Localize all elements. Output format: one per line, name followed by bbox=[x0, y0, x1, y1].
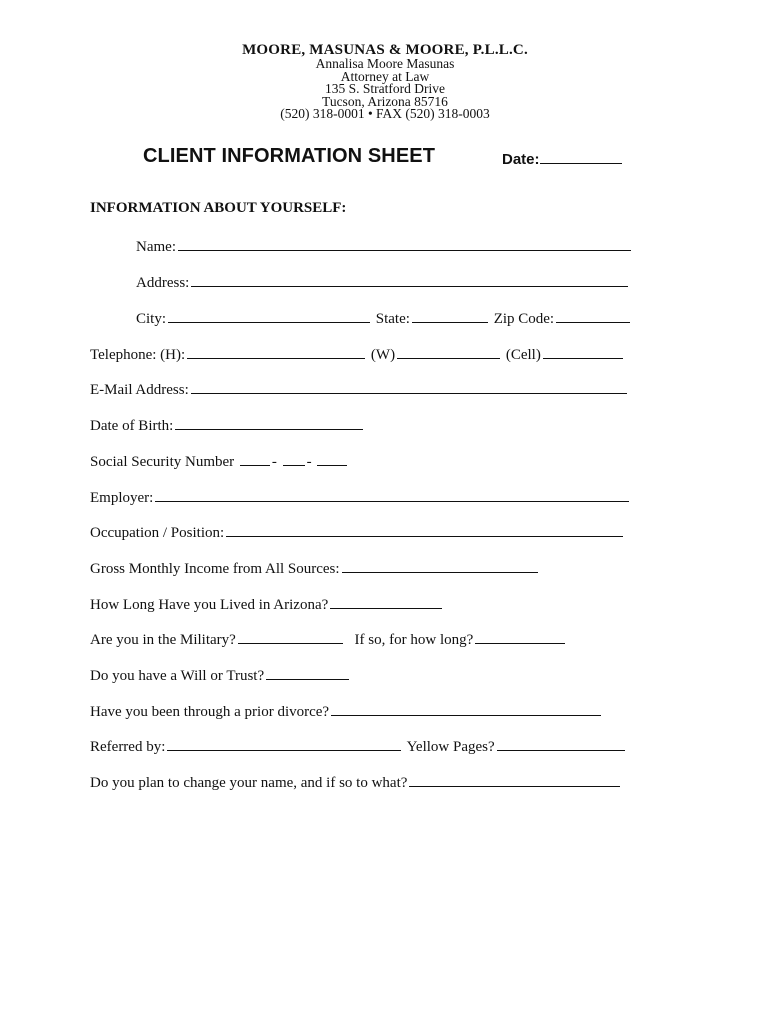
zip-blank[interactable] bbox=[556, 308, 630, 323]
email-blank[interactable] bbox=[191, 379, 627, 394]
ssn-blank-1[interactable] bbox=[240, 451, 270, 466]
military-label: Are you in the Military? bbox=[90, 632, 236, 648]
ssn-separator-1: - bbox=[271, 454, 277, 470]
occupation-blank[interactable] bbox=[226, 522, 623, 537]
employer-field[interactable] bbox=[90, 487, 631, 507]
telephone-work-blank[interactable] bbox=[397, 344, 500, 359]
address-label: Address: bbox=[136, 275, 190, 291]
attorney-name: Annalisa Moore Masunas bbox=[315, 56, 455, 71]
military-row[interactable] bbox=[90, 629, 567, 649]
name-change-field[interactable] bbox=[90, 772, 622, 792]
yellow-pages-blank[interactable] bbox=[497, 736, 625, 751]
state-blank[interactable] bbox=[412, 308, 488, 323]
ssn-label: Social Security Number bbox=[90, 454, 235, 470]
name-blank[interactable] bbox=[178, 236, 631, 251]
employer-label: Employer: bbox=[90, 490, 154, 506]
dob-blank[interactable] bbox=[175, 415, 363, 430]
referral-row[interactable] bbox=[90, 736, 625, 756]
name-change-label: Do you plan to change your name, and if so to what? bbox=[90, 775, 408, 791]
arizona-residency-blank[interactable] bbox=[330, 594, 442, 609]
arizona-residency-field[interactable] bbox=[90, 594, 444, 614]
section-heading: INFORMATION ABOUT YOURSELF: bbox=[90, 200, 347, 216]
occupation-field[interactable] bbox=[90, 522, 625, 542]
email-field[interactable] bbox=[90, 379, 629, 399]
telephone-home-label: Telephone: (H): bbox=[90, 347, 186, 363]
referred-by-blank[interactable] bbox=[167, 736, 401, 751]
yellow-pages-label: Yellow Pages? bbox=[406, 739, 495, 755]
telephone-cell-blank[interactable] bbox=[543, 344, 623, 359]
firm-name: MOORE, MASUNAS & MOORE, P.L.L.C. bbox=[242, 42, 528, 58]
name-label: Name: bbox=[136, 239, 176, 255]
income-blank[interactable] bbox=[342, 558, 538, 573]
will-trust-field[interactable] bbox=[90, 665, 351, 685]
state-label: State: bbox=[375, 311, 410, 327]
ssn-blank-2[interactable] bbox=[283, 451, 305, 466]
referred-by-label: Referred by: bbox=[90, 739, 166, 755]
prior-divorce-field[interactable] bbox=[90, 701, 603, 721]
military-length-blank[interactable] bbox=[475, 629, 565, 644]
ssn-separator-2: - bbox=[306, 454, 312, 470]
telephone-row[interactable] bbox=[90, 344, 623, 364]
prior-divorce-blank[interactable] bbox=[331, 701, 601, 716]
will-trust-blank[interactable] bbox=[266, 665, 349, 680]
date-blank[interactable] bbox=[540, 149, 622, 164]
city-state-zip: Tucson, Arizona 85716 bbox=[322, 93, 448, 109]
ssn-blank-3[interactable] bbox=[317, 451, 347, 466]
address-blank[interactable] bbox=[191, 272, 628, 287]
name-change-blank[interactable] bbox=[409, 772, 620, 787]
date-label: Date: bbox=[502, 151, 540, 168]
letterhead bbox=[0, 43, 770, 121]
employer-blank[interactable] bbox=[155, 487, 629, 502]
city-label: City: bbox=[136, 311, 167, 327]
ssn-field[interactable] bbox=[90, 451, 349, 471]
dob-label: Date of Birth: bbox=[90, 418, 174, 434]
address-field[interactable] bbox=[136, 272, 630, 292]
city-state-zip-row[interactable] bbox=[136, 308, 630, 328]
income-field[interactable] bbox=[90, 558, 540, 578]
city-blank[interactable] bbox=[168, 308, 370, 323]
page-title: CLIENT INFORMATION SHEET bbox=[143, 145, 436, 167]
will-trust-label: Do you have a Will or Trust? bbox=[90, 668, 265, 684]
date-field[interactable] bbox=[502, 149, 622, 168]
dob-field[interactable] bbox=[90, 415, 365, 435]
attorney-role: Attorney at Law bbox=[340, 68, 430, 84]
occupation-label: Occupation / Position: bbox=[90, 525, 225, 541]
military-blank[interactable] bbox=[238, 629, 343, 644]
income-label: Gross Monthly Income from All Sources: bbox=[90, 561, 340, 577]
prior-divorce-label: Have you been through a prior divorce? bbox=[90, 704, 330, 720]
email-label: E-Mail Address: bbox=[90, 382, 189, 398]
phone-fax: (520) 318-0001 • FAX (520) 318-0003 bbox=[280, 106, 490, 122]
street-address: 135 S. Stratford Drive bbox=[325, 81, 445, 97]
zip-label: Zip Code: bbox=[493, 311, 555, 327]
military-length-label: If so, for how long? bbox=[354, 632, 474, 648]
telephone-cell-label: (Cell) bbox=[505, 347, 541, 363]
telephone-home-blank[interactable] bbox=[187, 344, 365, 359]
name-field[interactable] bbox=[136, 236, 633, 256]
arizona-residency-label: How Long Have you Lived in Arizona? bbox=[90, 597, 329, 613]
telephone-work-label: (W) bbox=[370, 347, 396, 363]
